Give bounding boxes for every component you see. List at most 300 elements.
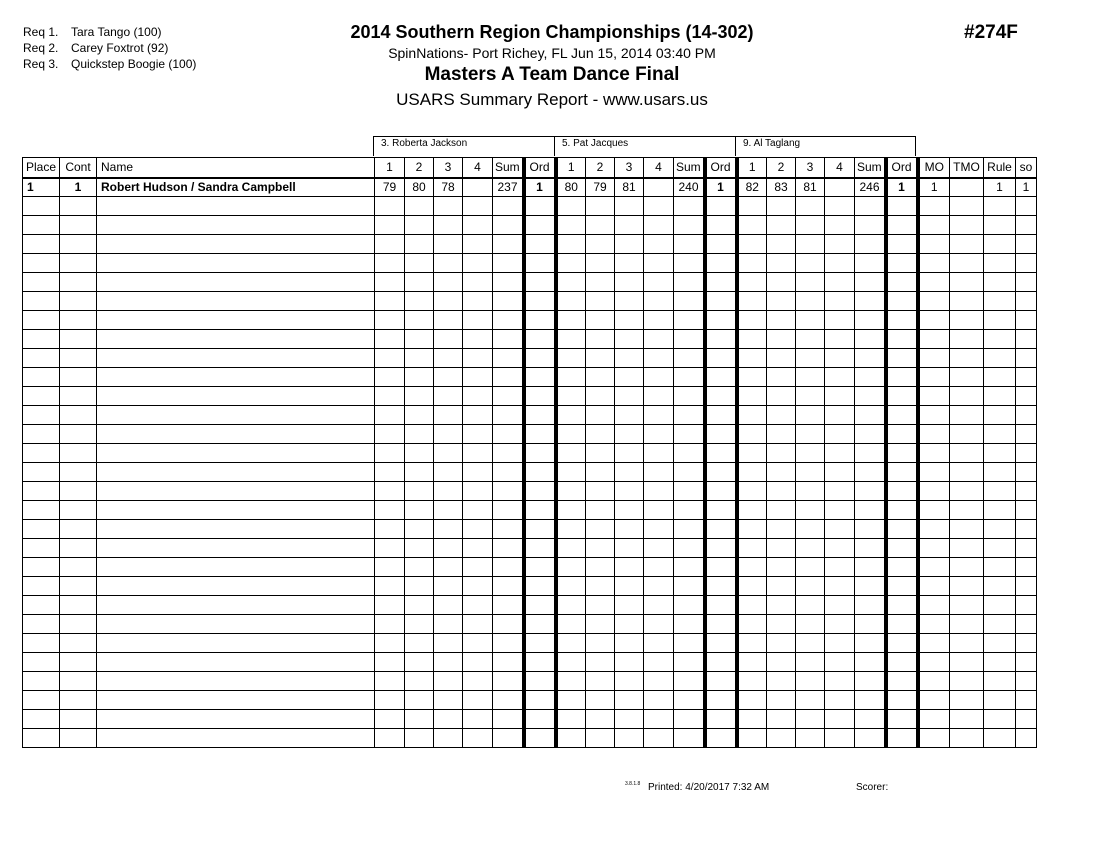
table-cell: 1	[984, 178, 1016, 197]
table-cell	[493, 501, 524, 520]
table-cell	[375, 539, 405, 558]
column-header: so	[1016, 158, 1037, 178]
table-row	[23, 292, 1037, 311]
column-header: 2	[586, 158, 615, 178]
table-cell	[586, 691, 615, 710]
table-cell	[674, 349, 705, 368]
table-cell	[493, 406, 524, 425]
table-cell	[644, 729, 674, 748]
table-row	[23, 444, 1037, 463]
table-cell	[984, 729, 1016, 748]
table-cell	[705, 387, 737, 406]
table-cell	[556, 235, 586, 254]
table-cell	[825, 216, 855, 235]
table-cell	[586, 729, 615, 748]
table-cell	[767, 311, 796, 330]
table-cell	[1016, 653, 1037, 672]
table-cell	[23, 596, 60, 615]
table-cell	[984, 482, 1016, 501]
table-cell	[737, 235, 767, 254]
table-cell	[705, 653, 737, 672]
table-cell	[644, 254, 674, 273]
table-cell	[60, 653, 97, 672]
table-cell	[615, 197, 644, 216]
table-cell	[825, 425, 855, 444]
table-cell	[60, 482, 97, 501]
table-cell	[524, 406, 556, 425]
column-header: Sum	[493, 158, 524, 178]
table-row	[23, 387, 1037, 406]
table-cell	[737, 691, 767, 710]
table-cell: 246	[855, 178, 886, 197]
table-cell	[463, 520, 493, 539]
table-cell	[375, 501, 405, 520]
table-cell	[615, 729, 644, 748]
table-cell	[60, 520, 97, 539]
column-header: MO	[918, 158, 950, 178]
table-cell: 240	[674, 178, 705, 197]
table-cell	[918, 634, 950, 653]
table-cell	[615, 387, 644, 406]
table-row	[23, 482, 1037, 501]
table-cell	[767, 368, 796, 387]
table-cell	[463, 330, 493, 349]
table-cell	[615, 710, 644, 729]
table-cell	[855, 672, 886, 691]
table-cell	[23, 577, 60, 596]
table-cell	[556, 197, 586, 216]
table-cell	[674, 577, 705, 596]
judge-name: 5. Pat Jacques	[554, 136, 735, 156]
table-row	[23, 425, 1037, 444]
column-header: 4	[463, 158, 493, 178]
table-cell	[463, 729, 493, 748]
table-cell	[825, 653, 855, 672]
table-cell	[434, 672, 463, 691]
table-cell	[767, 273, 796, 292]
table-cell	[984, 330, 1016, 349]
table-cell	[60, 216, 97, 235]
table-cell	[524, 425, 556, 444]
table-cell	[767, 615, 796, 634]
table-cell	[493, 368, 524, 387]
requirement-name: Quickstep Boogie (100)	[71, 57, 197, 71]
table-cell	[60, 729, 97, 748]
table-cell	[825, 349, 855, 368]
table-cell	[405, 216, 434, 235]
table-cell	[586, 425, 615, 444]
table-cell	[674, 710, 705, 729]
table-cell	[886, 330, 918, 349]
table-cell	[97, 425, 375, 444]
table-cell	[737, 558, 767, 577]
table-cell	[493, 577, 524, 596]
table-cell	[615, 425, 644, 444]
table-cell	[586, 444, 615, 463]
table-cell	[737, 577, 767, 596]
table-cell	[556, 653, 586, 672]
table-cell	[796, 558, 825, 577]
table-cell	[644, 615, 674, 634]
table-row	[23, 596, 1037, 615]
table-cell	[97, 672, 375, 691]
table-cell	[886, 482, 918, 501]
table-cell	[1016, 482, 1037, 501]
table-cell	[375, 330, 405, 349]
table-cell	[767, 197, 796, 216]
table-cell	[984, 216, 1016, 235]
table-cell	[615, 216, 644, 235]
table-cell	[737, 710, 767, 729]
table-cell	[615, 349, 644, 368]
table-cell	[796, 653, 825, 672]
table-cell	[1016, 520, 1037, 539]
table-cell	[825, 710, 855, 729]
table-cell	[674, 463, 705, 482]
table-cell: 80	[556, 178, 586, 197]
table-cell	[855, 387, 886, 406]
table-cell	[796, 729, 825, 748]
report-subtitle: USARS Summary Report - www.usars.us	[396, 90, 708, 109]
table-cell	[705, 729, 737, 748]
table-cell	[950, 330, 984, 349]
table-cell	[644, 672, 674, 691]
table-cell	[434, 387, 463, 406]
table-cell	[918, 482, 950, 501]
table-cell	[434, 463, 463, 482]
table-cell	[918, 444, 950, 463]
table-cell	[493, 729, 524, 748]
table-cell	[97, 615, 375, 634]
table-cell	[556, 425, 586, 444]
column-header: Sum	[855, 158, 886, 178]
table-cell	[556, 368, 586, 387]
table-cell	[556, 596, 586, 615]
table-cell	[375, 406, 405, 425]
table-cell	[737, 501, 767, 520]
table-cell	[796, 235, 825, 254]
table-cell	[950, 615, 984, 634]
table-cell	[644, 330, 674, 349]
table-cell	[705, 444, 737, 463]
requirement-item	[23, 24, 196, 40]
table-cell	[796, 292, 825, 311]
software-version: 3.8.1.8	[625, 781, 641, 787]
column-header: Place	[23, 158, 60, 178]
table-cell	[463, 425, 493, 444]
table-cell	[737, 425, 767, 444]
column-header: Sum	[674, 158, 705, 178]
table-cell	[796, 349, 825, 368]
table-cell	[886, 197, 918, 216]
table-cell	[825, 577, 855, 596]
table-cell	[918, 292, 950, 311]
table-cell	[674, 406, 705, 425]
table-cell	[493, 273, 524, 292]
table-cell	[463, 615, 493, 634]
table-cell	[1016, 292, 1037, 311]
table-cell	[493, 216, 524, 235]
table-cell	[825, 311, 855, 330]
table-cell	[737, 216, 767, 235]
table-cell	[434, 197, 463, 216]
table-cell	[524, 368, 556, 387]
table-cell	[918, 691, 950, 710]
requirement-name: Carey Foxtrot (92)	[71, 41, 169, 55]
table-cell	[918, 273, 950, 292]
table-cell	[1016, 330, 1037, 349]
table-cell	[737, 330, 767, 349]
table-cell	[524, 520, 556, 539]
table-cell	[375, 368, 405, 387]
table-header-row	[23, 158, 1037, 178]
table-cell	[674, 330, 705, 349]
table-cell	[950, 634, 984, 653]
table-cell	[855, 368, 886, 387]
table-cell	[60, 444, 97, 463]
table-cell	[23, 425, 60, 444]
table-cell	[434, 520, 463, 539]
table-cell	[855, 729, 886, 748]
table-cell	[886, 710, 918, 729]
table-cell	[615, 558, 644, 577]
table-cell	[463, 311, 493, 330]
table-cell	[825, 539, 855, 558]
table-cell	[918, 577, 950, 596]
table-cell	[674, 672, 705, 691]
table-cell	[524, 330, 556, 349]
table-cell	[405, 577, 434, 596]
table-cell	[737, 463, 767, 482]
table-cell	[60, 710, 97, 729]
table-cell	[767, 710, 796, 729]
table-cell	[434, 691, 463, 710]
table-cell	[855, 292, 886, 311]
table-cell	[1016, 349, 1037, 368]
table-cell	[825, 330, 855, 349]
table-cell	[375, 254, 405, 273]
table-cell	[586, 501, 615, 520]
table-cell	[493, 710, 524, 729]
table-cell	[524, 311, 556, 330]
table-cell	[493, 615, 524, 634]
table-cell	[886, 539, 918, 558]
table-cell	[644, 691, 674, 710]
table-cell	[984, 577, 1016, 596]
table-cell	[886, 672, 918, 691]
table-cell	[434, 292, 463, 311]
table-cell	[767, 729, 796, 748]
table-cell	[950, 729, 984, 748]
table-cell	[796, 482, 825, 501]
table-cell	[375, 596, 405, 615]
table-cell	[434, 558, 463, 577]
table-cell	[796, 501, 825, 520]
table-cell	[375, 615, 405, 634]
table-cell	[886, 577, 918, 596]
table-cell	[825, 463, 855, 482]
table-cell	[855, 425, 886, 444]
column-header: Ord	[886, 158, 918, 178]
table-cell	[524, 387, 556, 406]
table-cell	[950, 520, 984, 539]
table-cell	[23, 235, 60, 254]
table-cell	[463, 444, 493, 463]
table-cell	[434, 501, 463, 520]
table-cell	[950, 501, 984, 520]
table-cell	[556, 216, 586, 235]
table-row	[23, 653, 1037, 672]
table-cell	[23, 729, 60, 748]
table-cell	[886, 425, 918, 444]
table-cell	[767, 292, 796, 311]
table-cell	[60, 254, 97, 273]
table-cell	[434, 368, 463, 387]
table-cell	[586, 710, 615, 729]
table-cell	[767, 482, 796, 501]
table-cell	[644, 653, 674, 672]
table-cell	[1016, 235, 1037, 254]
table-cell	[615, 406, 644, 425]
table-cell	[23, 387, 60, 406]
table-cell	[556, 292, 586, 311]
table-cell	[405, 729, 434, 748]
table-cell: 78	[434, 178, 463, 197]
table-cell	[796, 216, 825, 235]
table-cell	[984, 634, 1016, 653]
column-header: Ord	[705, 158, 737, 178]
table-cell	[1016, 387, 1037, 406]
table-cell	[23, 406, 60, 425]
table-cell	[918, 368, 950, 387]
table-cell	[644, 710, 674, 729]
table-cell	[825, 197, 855, 216]
table-cell	[705, 539, 737, 558]
table-cell	[524, 292, 556, 311]
table-cell	[796, 273, 825, 292]
table-cell	[524, 710, 556, 729]
table-cell	[825, 501, 855, 520]
table-cell	[524, 653, 556, 672]
event-title: Masters A Team Dance Final	[424, 64, 680, 85]
table-cell	[615, 463, 644, 482]
table-cell	[493, 672, 524, 691]
table-cell	[615, 254, 644, 273]
column-header: Cont	[60, 158, 97, 178]
table-cell	[737, 197, 767, 216]
table-cell	[524, 691, 556, 710]
requirement-number: Req 3.	[23, 57, 59, 71]
table-cell	[796, 520, 825, 539]
table-cell	[767, 520, 796, 539]
table-cell	[950, 216, 984, 235]
table-cell	[796, 463, 825, 482]
table-cell	[60, 691, 97, 710]
table-cell	[405, 444, 434, 463]
table-cell	[493, 425, 524, 444]
table-cell	[918, 615, 950, 634]
table-cell	[615, 482, 644, 501]
table-cell	[405, 558, 434, 577]
table-cell	[615, 691, 644, 710]
table-cell	[97, 368, 375, 387]
table-cell	[60, 406, 97, 425]
table-cell	[950, 463, 984, 482]
table-cell	[737, 406, 767, 425]
table-cell	[434, 577, 463, 596]
table-cell	[767, 425, 796, 444]
table-cell	[984, 235, 1016, 254]
judge-header-row	[373, 136, 916, 157]
table-cell	[434, 653, 463, 672]
table-cell	[524, 444, 556, 463]
table-cell	[886, 634, 918, 653]
table-cell	[463, 178, 493, 197]
table-row	[23, 273, 1037, 292]
table-cell	[97, 330, 375, 349]
table-cell	[674, 387, 705, 406]
table-cell	[97, 254, 375, 273]
table-cell: 81	[796, 178, 825, 197]
table-cell	[463, 672, 493, 691]
table-cell	[705, 482, 737, 501]
table-cell	[97, 710, 375, 729]
table-cell	[674, 197, 705, 216]
table-cell	[405, 368, 434, 387]
table-cell	[60, 634, 97, 653]
table-cell	[737, 672, 767, 691]
table-cell	[375, 197, 405, 216]
table-cell	[97, 729, 375, 748]
table-cell	[586, 216, 615, 235]
table-cell	[767, 235, 796, 254]
table-cell	[405, 311, 434, 330]
table-cell	[375, 425, 405, 444]
table-cell	[524, 501, 556, 520]
table-cell	[463, 368, 493, 387]
table-cell	[796, 615, 825, 634]
table-cell	[984, 254, 1016, 273]
table-cell	[918, 425, 950, 444]
table-cell	[737, 539, 767, 558]
table-cell	[375, 311, 405, 330]
table-cell	[674, 729, 705, 748]
table-cell	[1016, 596, 1037, 615]
table-cell	[950, 672, 984, 691]
table-cell	[1016, 710, 1037, 729]
scorer-label: Scorer:	[856, 782, 889, 793]
table-cell	[586, 520, 615, 539]
table-cell	[405, 634, 434, 653]
table-cell	[556, 482, 586, 501]
table-cell	[984, 710, 1016, 729]
table-cell	[855, 539, 886, 558]
table-cell	[984, 501, 1016, 520]
table-cell	[825, 235, 855, 254]
table-cell	[705, 672, 737, 691]
table-cell	[615, 653, 644, 672]
table-cell	[984, 691, 1016, 710]
table-cell	[767, 539, 796, 558]
table-cell	[984, 672, 1016, 691]
table-cell	[984, 444, 1016, 463]
table-cell	[705, 349, 737, 368]
table-cell	[97, 577, 375, 596]
table-cell	[463, 216, 493, 235]
table-cell: 83	[767, 178, 796, 197]
championship-title: 2014 Southern Region Championships (14-302)	[350, 22, 754, 42]
table-cell	[767, 463, 796, 482]
